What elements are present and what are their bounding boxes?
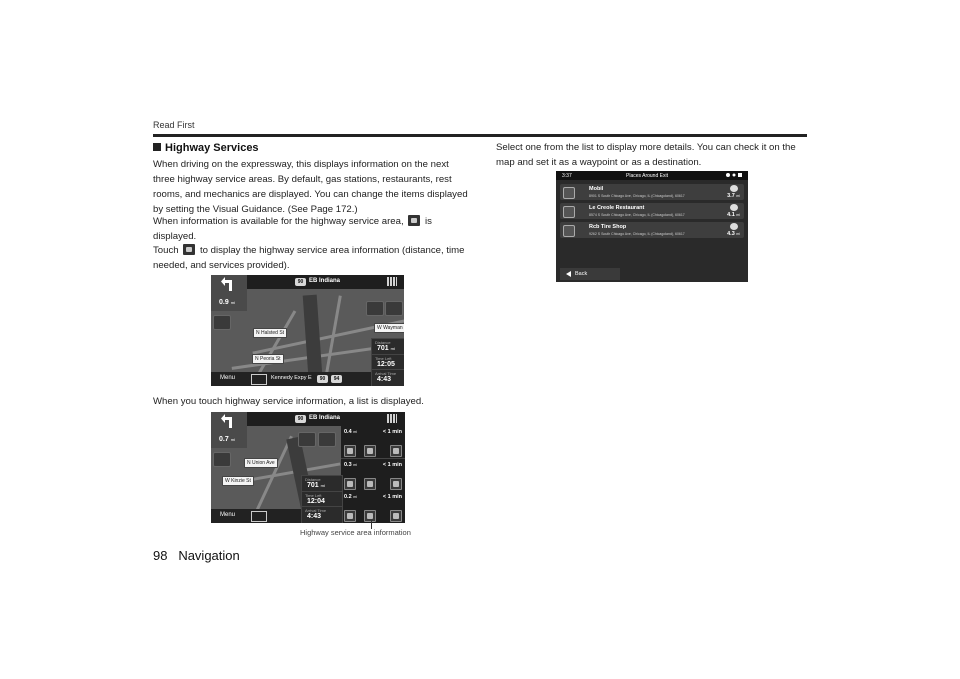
bottom-bar xyxy=(211,372,404,386)
place-item[interactable]: Mobil 8901 S South Chicago Ave, Chicago, IL (Chicagoland), 60617 3.7 mi xyxy=(560,184,744,200)
grid-icon[interactable] xyxy=(387,414,397,423)
highway-service-icon[interactable] xyxy=(318,432,336,447)
street-label: N Union Ave xyxy=(244,458,278,468)
place-item[interactable]: Rcb Tire Shop 9262 S South Chicago Ave, Chicago, IL (Chicagoland), 60617 4.3 mi xyxy=(560,222,744,238)
mechanic-icon xyxy=(390,478,402,490)
status-icons xyxy=(725,172,743,178)
restaurant-icon xyxy=(364,445,376,457)
distance-box[interactable]: Distance 701 mi xyxy=(301,475,343,492)
street-label: W Kinzie St xyxy=(222,476,254,486)
bottom-bar xyxy=(211,509,341,523)
gas-station-icon xyxy=(344,510,356,522)
back-arrow-icon xyxy=(566,271,571,277)
map-screen-1 xyxy=(211,275,404,386)
highway-service-icon xyxy=(408,215,420,226)
gas-station-icon xyxy=(563,187,575,199)
direction-icon xyxy=(730,204,738,211)
paragraph-select: Select one from the list to display more details. You can check it on the map and set it as a waypoint or as a destination. xyxy=(496,142,796,168)
square-bullet-icon xyxy=(153,143,161,151)
header-rule xyxy=(153,134,807,137)
paragraph-availability: When information is available for the highway service area, is displayed. xyxy=(153,216,432,242)
page-footer: 98 Navigation xyxy=(153,548,240,563)
turn-distance: 0.9 mi xyxy=(219,299,235,306)
menu-button[interactable]: Menu xyxy=(220,512,236,518)
current-street: Kennedy Expy E xyxy=(271,375,312,381)
map-icon[interactable] xyxy=(251,374,267,385)
map-screen-2 xyxy=(211,412,405,523)
lane-icon[interactable] xyxy=(213,452,231,467)
gas-station-icon xyxy=(344,478,356,490)
clock: 3:37 xyxy=(562,173,572,179)
turn-panel xyxy=(211,275,247,311)
turn-left-arrow-icon xyxy=(220,414,234,428)
sound-icon[interactable] xyxy=(366,301,384,316)
service-area-row[interactable]: 0.4 mi < 1 min xyxy=(341,426,405,459)
street-label: W Wayman xyxy=(374,323,404,333)
highway-service-icon xyxy=(183,244,195,255)
time-left-box[interactable]: Time Left 12:04 xyxy=(301,491,343,508)
distance-box[interactable]: Distance 701 mi xyxy=(371,338,404,355)
paragraph-intro: When driving on the expressway, this displays information on the next three highway service areas. By default, gas stations, restaurants, rest rooms, and mechanics are displayed. You can change the items displayed by setting the Visual Guidance. (See Page 172.) xyxy=(153,159,468,215)
map-icon[interactable] xyxy=(251,511,267,522)
direction-icon xyxy=(730,223,738,230)
mechanic-icon xyxy=(563,225,575,237)
paragraph-touch: Touch to display the highway service area information (distance, time needed, and services provided). xyxy=(153,245,465,271)
arrival-box[interactable]: Arrival Time 4:43 xyxy=(301,506,343,523)
road-name: EB Indiana xyxy=(309,415,341,421)
route-badge: 90 xyxy=(317,375,328,383)
paragraph-list: When you touch highway service information, a list is displayed. xyxy=(153,396,424,407)
place-item[interactable]: Le Creole Restaurant 8574 S South Chicago Ave, Chicago, IL (Chicagoland), 60617 4.1 mi xyxy=(560,203,744,219)
turn-panel xyxy=(211,412,247,448)
service-area-row[interactable]: 0.3 mi < 1 min xyxy=(341,459,405,492)
restaurant-icon xyxy=(364,510,376,522)
grid-icon[interactable] xyxy=(387,277,397,286)
route-badge: 90 xyxy=(295,278,306,286)
route-badge: 90 xyxy=(295,415,306,423)
section-title: Highway Services xyxy=(153,142,259,154)
places-around-exit-screen xyxy=(556,171,748,282)
mechanic-icon xyxy=(390,445,402,457)
street-label: N Halsted St xyxy=(253,328,287,338)
service-area-row[interactable]: 0.2 mi < 1 min xyxy=(341,491,405,523)
status-bar xyxy=(556,171,748,180)
arrival-box[interactable]: Arrival Time 4:43 xyxy=(371,369,404,386)
restaurant-icon xyxy=(563,206,575,218)
running-header: Read First xyxy=(153,120,195,130)
turn-left-arrow-icon xyxy=(220,277,234,291)
street-label: N Peoria St xyxy=(252,354,284,364)
highway-service-icon[interactable] xyxy=(385,301,403,316)
time-left-box[interactable]: Time Left 12:05 xyxy=(371,354,404,371)
mechanic-icon xyxy=(390,510,402,522)
gas-station-icon xyxy=(344,445,356,457)
menu-button[interactable]: Menu xyxy=(220,375,236,381)
route-badge: 94 xyxy=(331,375,342,383)
road-name: EB Indiana xyxy=(309,278,341,284)
direction-icon xyxy=(730,185,738,192)
sound-icon[interactable] xyxy=(298,432,316,447)
lane-icon[interactable] xyxy=(213,315,231,330)
callout-label: Highway service area information xyxy=(300,528,411,537)
restaurant-icon xyxy=(364,478,376,490)
turn-distance: 0.7 mi xyxy=(219,436,235,443)
screen-title: Places Around Exit xyxy=(626,173,668,179)
back-button[interactable]: Back xyxy=(560,268,620,280)
